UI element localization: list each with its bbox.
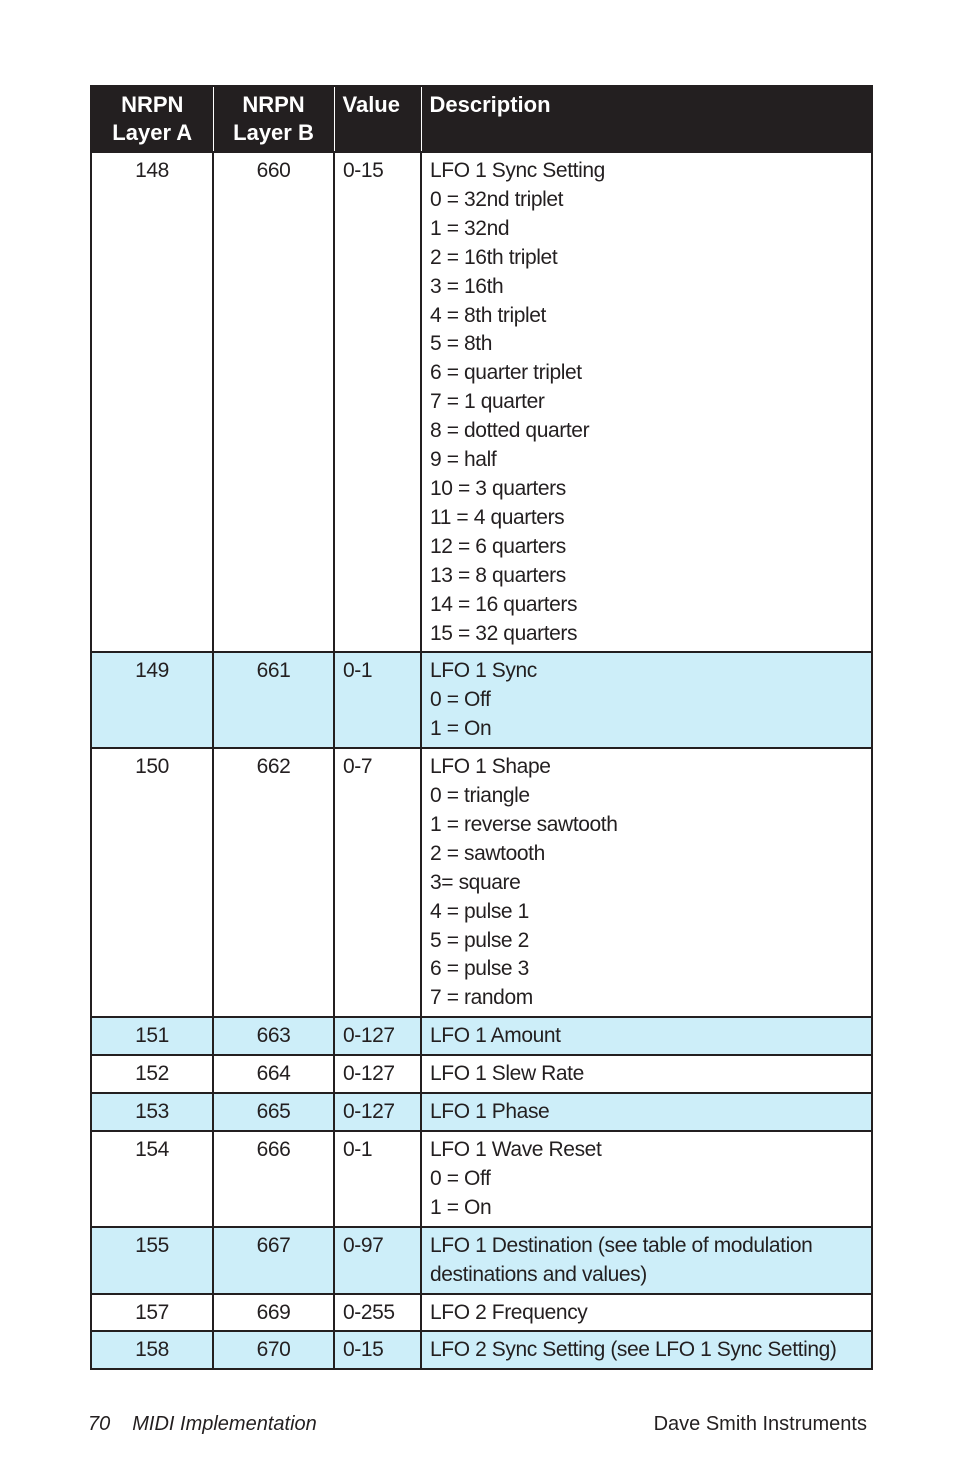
description-line: 0 = Off: [430, 1166, 491, 1190]
description-line: destinations and values): [430, 1262, 647, 1286]
description-line: 4 = 8th triplet: [430, 303, 546, 327]
header-label: Description: [429, 92, 551, 117]
description-line: 0 = Off: [430, 688, 491, 712]
table-header: [91, 86, 872, 152]
cell-layer-b: 665: [213, 1093, 334, 1131]
cell-layer-a: 148: [91, 152, 213, 652]
cell-value: 0-1: [334, 1131, 421, 1227]
header-value: [334, 86, 421, 152]
header-label: Layer B: [233, 120, 314, 145]
cell-value: 0-127: [334, 1055, 421, 1093]
description-line: LFO 1 Shape: [430, 755, 551, 779]
cell-layer-b: 661: [213, 652, 334, 748]
header-nrpn-layer-b: [213, 86, 334, 152]
table-row: [91, 748, 872, 1017]
cell-value: 0-97: [334, 1227, 421, 1294]
description-line: 12 = 6 quarters: [430, 534, 566, 558]
description-line: 1 = On: [430, 717, 492, 741]
cell-value: 0-7: [334, 748, 421, 1017]
cell-description: [421, 1017, 872, 1055]
table-row: [91, 1331, 872, 1369]
description-line: LFO 2 Frequency: [430, 1300, 588, 1324]
cell-layer-b: 664: [213, 1055, 334, 1093]
nrpn-table: [90, 85, 873, 1370]
cell-value: 0-15: [334, 152, 421, 652]
description-line: 13 = 8 quarters: [430, 563, 566, 587]
description-line: LFO 1 Phase: [430, 1100, 550, 1124]
cell-description: [421, 1227, 872, 1294]
footer-left: [88, 1411, 317, 1437]
description-line: LFO 2 Sync Setting (see LFO 1 Sync Setting): [430, 1338, 837, 1362]
cell-layer-b: 667: [213, 1227, 334, 1294]
description-line: 7 = random: [430, 986, 533, 1010]
cell-layer-b: 662: [213, 748, 334, 1017]
description-line: 1 = On: [430, 1195, 492, 1219]
description-line: LFO 1 Amount: [430, 1024, 561, 1048]
header-label: NRPN: [121, 92, 184, 117]
table-row: [91, 1093, 872, 1131]
cell-value: 0-127: [334, 1093, 421, 1131]
table-row: [91, 1227, 872, 1294]
description-line: 4 = pulse 1: [430, 899, 529, 923]
description-line: 1 = reverse sawtooth: [430, 812, 618, 836]
description-line: LFO 1 Wave Reset: [430, 1138, 602, 1161]
cell-layer-b: 660: [213, 152, 334, 652]
description-line: 5 = pulse 2: [430, 928, 529, 952]
cell-description: [421, 1294, 872, 1332]
section-title: MIDI Implementation: [132, 1413, 317, 1435]
description-line: 2 = 16th triplet: [430, 245, 558, 269]
header-nrpn-layer-a: [91, 86, 213, 152]
cell-value: 0-1: [334, 652, 421, 748]
description-line: 6 = pulse 3: [430, 957, 529, 981]
description-line: 5 = 8th: [430, 332, 493, 356]
header-label: Layer A: [112, 120, 193, 145]
description-line: 1 = 32nd: [430, 216, 510, 240]
company-name: Dave Smith Instruments: [653, 1413, 867, 1435]
description-line: LFO 1 Sync: [430, 659, 537, 683]
cell-layer-a: 153: [91, 1093, 213, 1131]
cell-layer-b: 663: [213, 1017, 334, 1055]
description-line: 9 = half: [430, 448, 497, 472]
page-number: 70: [88, 1413, 111, 1435]
cell-layer-a: 149: [91, 652, 213, 748]
cell-description: [421, 1093, 872, 1131]
cell-layer-a: 150: [91, 748, 213, 1017]
table-row: [91, 652, 872, 748]
table-row: [91, 1131, 872, 1227]
description-line: 3 = 16th: [430, 274, 504, 298]
cell-description: [421, 1131, 872, 1227]
description-line: 14 = 16 quarters: [430, 592, 578, 616]
description-line: LFO 1 Destination (see table of modulation: [430, 1233, 813, 1257]
description-line: 8 = dotted quarter: [430, 419, 590, 443]
table-row: [91, 1055, 872, 1093]
header-label: Value: [342, 92, 400, 117]
table-body: [91, 152, 872, 1369]
cell-layer-b: 669: [213, 1294, 334, 1332]
cell-value: 0-127: [334, 1017, 421, 1055]
description-line: LFO 1 Sync Setting: [430, 159, 605, 182]
cell-layer-a: 151: [91, 1017, 213, 1055]
table-row: [91, 152, 872, 652]
table-row: [91, 1017, 872, 1055]
description-line: 0 = triangle: [430, 784, 530, 808]
cell-description: [421, 152, 872, 652]
cell-value: 0-15: [334, 1331, 421, 1369]
table-row: [91, 1294, 872, 1332]
description-line: 0 = 32nd triplet: [430, 187, 564, 211]
cell-layer-a: 155: [91, 1227, 213, 1294]
cell-description: [421, 748, 872, 1017]
cell-description: [421, 1331, 872, 1369]
description-line: 7 = 1 quarter: [430, 390, 545, 414]
description-line: 6 = quarter triplet: [430, 361, 582, 385]
cell-layer-a: 158: [91, 1331, 213, 1369]
description-line: 15 = 32 quarters: [430, 621, 578, 645]
cell-description: [421, 1055, 872, 1093]
header-description: [421, 86, 872, 152]
description-line: 11 = 4 quarters: [430, 505, 565, 529]
description-line: LFO 1 Slew Rate: [430, 1062, 584, 1086]
header-row: [91, 86, 872, 152]
cell-value: 0-255: [334, 1294, 421, 1332]
cell-layer-a: 154: [91, 1131, 213, 1227]
cell-layer-a: 157: [91, 1294, 213, 1332]
header-label: NRPN: [242, 92, 305, 117]
description-line: 10 = 3 quarters: [430, 476, 566, 500]
cell-description: [421, 652, 872, 748]
cell-layer-b: 670: [213, 1331, 334, 1369]
description-line: 2 = sawtooth: [430, 841, 545, 865]
cell-layer-b: 666: [213, 1131, 334, 1227]
description-line: 3= square: [430, 870, 521, 894]
cell-layer-a: 152: [91, 1055, 213, 1093]
